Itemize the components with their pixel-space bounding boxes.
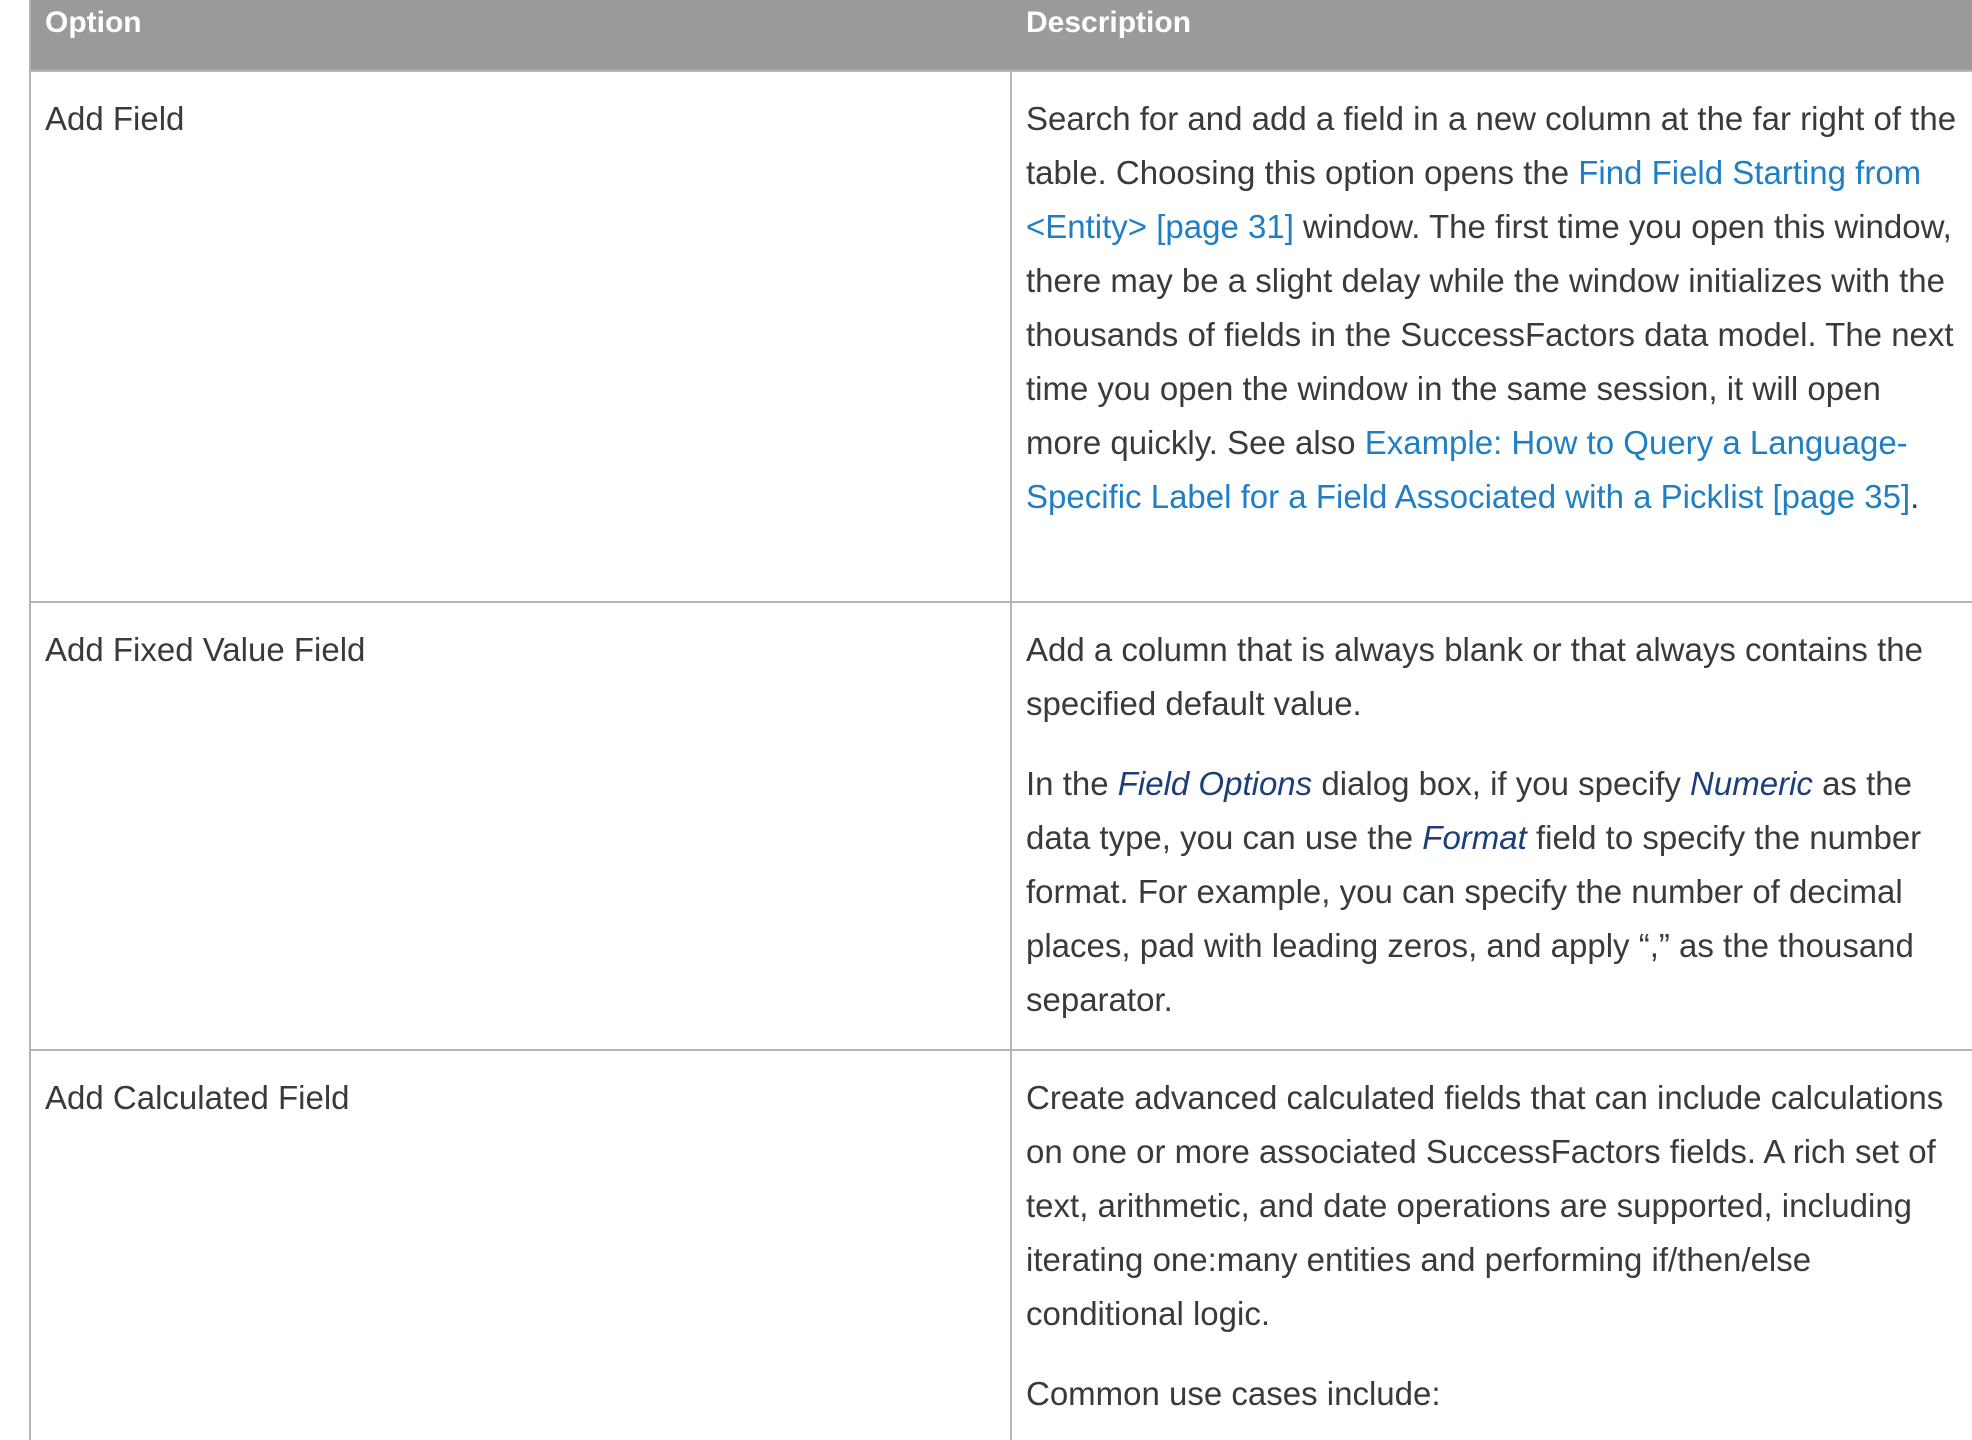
field-options-term: Field Options [1117,765,1313,802]
description-cell [1012,72,1972,601]
table-header [31,0,1972,72]
table-row [31,603,1972,1051]
description-text: Search for and add a field in a new column at the far right of the table. Choosing this option opens the [1026,100,1957,191]
description-text: as the data type, you can use the [1026,765,1912,856]
description-text: field to specify the number format. For example, you can specify the number of decimal places, pad with leading zeros, and apply “,” as the thousand separator. [1026,819,1922,1018]
description-paragraph: Create advanced calculated fields that can include calculations on one or more associated SuccessFactors fields. A rich set of text, arithmetic, and date operations are supported, including iterating one:many entities and performing if/then/else conditional logic. [1026,1079,1944,1332]
description-paragraph [1026,92,1958,524]
description-text: In the [1026,765,1118,802]
description-text: window. The first time you open this window, there may be a slight delay while the window initializes with the thousands of fields in the SuccessFactors data model. The next time you open the window in the same session, it will open more quickly. See also [1026,208,1954,461]
description-paragraph: Add a column that is always blank or that always contains the specified default value. [1026,631,1923,722]
option-cell: Add Field [31,72,1012,601]
header-option: Option [45,6,142,39]
description-cell [1012,603,1972,1049]
description-cell [1012,1051,1972,1440]
description-paragraph [1026,757,1958,1027]
example-query-link[interactable]: Example: How to Query a Language-Specific Label for a Field Associated with a Picklist [page 35] [1026,424,1911,515]
format-term: Format [1422,819,1527,856]
option-cell: Add Calculated Field [31,1051,1012,1440]
table-row [31,1051,1972,1440]
description-text: . [1910,478,1920,515]
find-field-link[interactable]: Find Field Starting from <Entity> [page 31] [1026,154,1922,245]
description-text: dialog box, if you specify [1312,765,1691,802]
header-description: Description [1026,6,1192,39]
options-table [29,0,1972,1440]
description-paragraph: Common use cases include: [1026,1375,1441,1412]
numeric-term: Numeric [1690,765,1813,802]
table-row [31,72,1972,603]
option-cell: Add Fixed Value Field [31,603,1012,1049]
